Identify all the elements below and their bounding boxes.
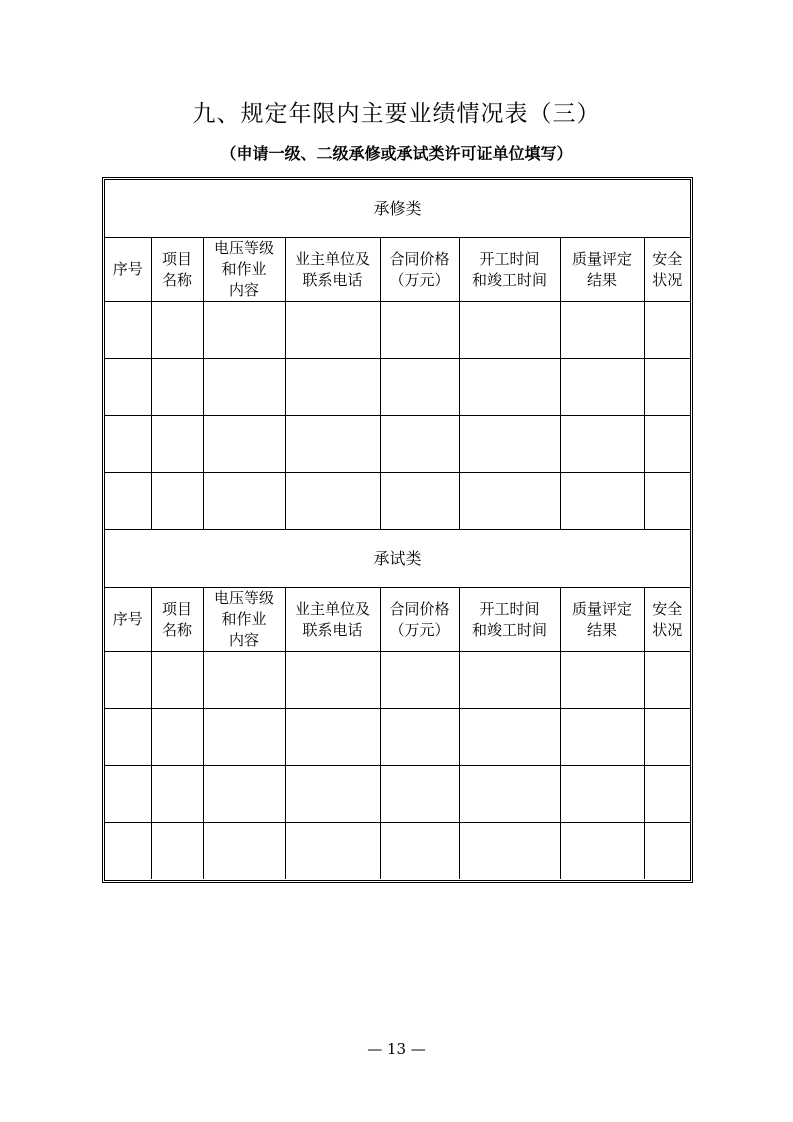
table-cell[interactable] (560, 709, 644, 766)
column-header: 合同价格 （万元） (380, 238, 459, 302)
column-header: 电压等级 和作业 内容 (203, 238, 285, 302)
column-header: 合同价格 （万元） (380, 588, 459, 652)
table-cell[interactable] (151, 359, 203, 416)
column-header: 安全 状况 (644, 238, 690, 302)
table-cell[interactable] (459, 652, 560, 709)
table-cell[interactable] (285, 652, 380, 709)
section-header-row (105, 530, 690, 588)
table-cell[interactable] (560, 652, 644, 709)
table-cell[interactable] (380, 416, 459, 473)
table-row (105, 823, 690, 880)
section-title: 承修类 (105, 180, 690, 238)
table-cell[interactable] (380, 652, 459, 709)
table-cell[interactable] (459, 416, 560, 473)
table-cell[interactable] (644, 766, 690, 823)
table-cell[interactable] (644, 473, 690, 530)
table-cell[interactable] (380, 359, 459, 416)
table-cell[interactable] (459, 359, 560, 416)
column-header: 质量评定 结果 (560, 588, 644, 652)
table-row (105, 359, 690, 416)
table-row (105, 709, 690, 766)
column-header: 业主单位及 联系电话 (285, 238, 380, 302)
table-cell[interactable] (560, 416, 644, 473)
table-row (105, 416, 690, 473)
table-cell[interactable] (560, 359, 644, 416)
column-header: 序号 (105, 588, 151, 652)
table-cell[interactable] (203, 302, 285, 359)
column-header-row (105, 588, 690, 652)
table-cell[interactable] (459, 302, 560, 359)
table-cell[interactable] (644, 709, 690, 766)
table-cell[interactable] (285, 359, 380, 416)
table-cell[interactable] (380, 473, 459, 530)
column-header: 质量评定 结果 (560, 238, 644, 302)
table-cell[interactable] (380, 709, 459, 766)
table-row (105, 766, 690, 823)
table-row (105, 652, 690, 709)
table-row (105, 302, 690, 359)
table-cell[interactable] (105, 652, 151, 709)
section-header-row (105, 180, 690, 238)
column-header: 安全 状况 (644, 588, 690, 652)
table-cell[interactable] (105, 359, 151, 416)
table-cell[interactable] (151, 823, 203, 880)
table-cell[interactable] (203, 652, 285, 709)
table-cell[interactable] (203, 766, 285, 823)
page-number: — 13 — (367, 1040, 426, 1058)
table-cell[interactable] (560, 302, 644, 359)
table-cell[interactable] (285, 302, 380, 359)
table-cell[interactable] (459, 766, 560, 823)
table-cell[interactable] (151, 652, 203, 709)
table-cell[interactable] (380, 302, 459, 359)
table-cell[interactable] (560, 823, 644, 880)
table-cell[interactable] (105, 823, 151, 880)
page-subtitle: （申请一级、二级承修或承试类许可证单位填写） (220, 144, 573, 163)
table-cell[interactable] (459, 823, 560, 880)
table-cell[interactable] (203, 823, 285, 880)
table-cell[interactable] (380, 823, 459, 880)
table-cell[interactable] (459, 473, 560, 530)
table-cell[interactable] (644, 302, 690, 359)
column-header: 业主单位及 联系电话 (285, 588, 380, 652)
table-cell[interactable] (203, 359, 285, 416)
page-title: 九、规定年限内主要业绩情况表（三） (192, 101, 601, 127)
table-cell[interactable] (644, 652, 690, 709)
column-header: 开工时间 和竣工时间 (459, 588, 560, 652)
table-cell[interactable] (459, 709, 560, 766)
table-cell[interactable] (203, 473, 285, 530)
table-cell[interactable] (560, 766, 644, 823)
section-title: 承试类 (105, 530, 690, 588)
table-row (105, 473, 690, 530)
table-cell[interactable] (644, 823, 690, 880)
table-cell[interactable] (560, 473, 644, 530)
table-cell[interactable] (285, 473, 380, 530)
table-cell[interactable] (105, 302, 151, 359)
table-cell[interactable] (105, 766, 151, 823)
column-header-row (105, 238, 690, 302)
table-cell[interactable] (203, 416, 285, 473)
table-cell[interactable] (151, 709, 203, 766)
table-cell[interactable] (644, 416, 690, 473)
table-cell[interactable] (105, 473, 151, 530)
table-cell[interactable] (151, 473, 203, 530)
column-header: 电压等级 和作业 内容 (203, 588, 285, 652)
column-header: 项目 名称 (151, 238, 203, 302)
performance-table (105, 180, 690, 879)
table-cell[interactable] (203, 709, 285, 766)
table-cell[interactable] (285, 709, 380, 766)
performance-table-frame (102, 177, 693, 883)
table-cell[interactable] (285, 823, 380, 880)
table-cell[interactable] (644, 359, 690, 416)
table-cell[interactable] (151, 766, 203, 823)
table-cell[interactable] (285, 766, 380, 823)
column-header: 项目 名称 (151, 588, 203, 652)
table-cell[interactable] (105, 416, 151, 473)
table-cell[interactable] (380, 766, 459, 823)
table-cell[interactable] (285, 416, 380, 473)
column-header: 序号 (105, 238, 151, 302)
table-cell[interactable] (151, 416, 203, 473)
table-cell[interactable] (105, 709, 151, 766)
table-cell[interactable] (151, 302, 203, 359)
column-header: 开工时间 和竣工时间 (459, 238, 560, 302)
